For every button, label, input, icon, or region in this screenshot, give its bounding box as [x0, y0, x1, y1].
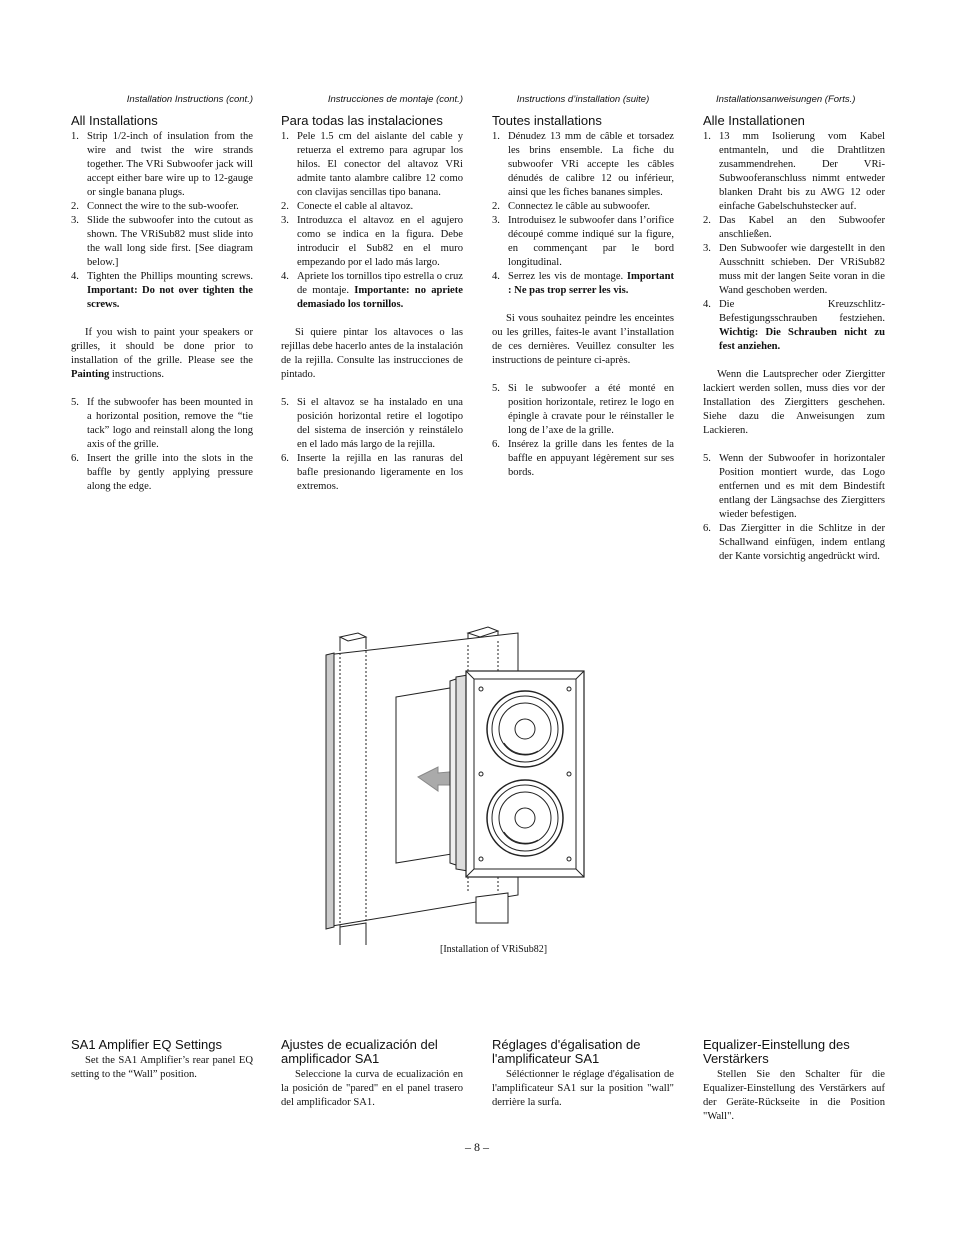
item-number: 5.: [71, 397, 79, 408]
instruction-list-2: [492, 382, 674, 480]
running-head: Installation Instructions (cont.): [126, 94, 253, 105]
instruction-list: [281, 130, 463, 312]
item-number: 1.: [703, 131, 711, 142]
page-number: – 8 –: [465, 1140, 489, 1154]
stud-bottom-left: [340, 923, 366, 945]
installation-diagram: [318, 625, 608, 945]
painting-note: Si quiere pintar los altavoces o las rejillas debe hacerlo antes de la instalación de la rejilla. Consulte las instrucciones de pintado.: [281, 327, 463, 380]
item-text: Connect the wire to the sub-woofer.: [87, 201, 239, 212]
painting-note: Wenn die Lautsprecher oder Ziergitter lackiert werden sollen, muss dies vor der Installation des Ziergitters geschehen. Siehe dazu die Anweisungen zum Lackieren.: [703, 369, 885, 436]
list-item: [281, 270, 463, 312]
stud-top-left: [340, 633, 366, 641]
item-number: 5.: [703, 453, 711, 464]
item-text: Pele 1.5 cm del aislante del cable y retuerza el extremo para agrupar los hilos. El conector del altavoz VRi admite tanto alambre calibre 12 como con clavijas sencillas tipo banana.: [297, 131, 463, 198]
eq-text: Séléctionner le réglage d'égalisation de l'amplificateur SA1 sur la position "wall" derrière la surfa.: [492, 1069, 674, 1108]
stud-bottom-right: [476, 893, 508, 923]
running-head: Instructions d’installation (suite): [516, 94, 650, 105]
item-warning: Important : Ne pas trop serrer les vis.: [508, 271, 674, 296]
list-item: [703, 298, 885, 354]
screw-icon: [479, 857, 483, 861]
instruction-list: [703, 130, 885, 354]
list-item: [492, 270, 674, 298]
item-text: Connectez le câble au subwoofer.: [508, 201, 651, 212]
item-text: Si le subwoofer a été monté en position horizontale, retirez le logo en épingle à cravate pour le réinstaller le long de l’axe de la grille.: [508, 383, 674, 436]
list-item: [71, 270, 253, 312]
item-number: 6.: [492, 439, 500, 450]
item-number: 6.: [703, 523, 711, 534]
section-heading: Alle Installationen: [703, 113, 805, 128]
painting-note: [71, 326, 253, 382]
woofer-top: [487, 691, 563, 767]
item-number: 6.: [281, 453, 289, 464]
eq-text: Stellen Sie den Schalter für die Equalizer-Einstellung des Verstärkers auf der Geräte-Rückseite in die Position "Wall".: [703, 1069, 885, 1122]
list-item: [71, 200, 253, 214]
list-item: [492, 382, 674, 438]
column-spanish: [281, 93, 463, 494]
item-text: Dénudez 13 mm de câble et torsadez les brins ensemble. La fiche du subwoofer VRi accepte les câbles dénudés de calibre 12 ou inférieur, ainsi que les fiches bananes simples.: [508, 131, 674, 198]
item-text: Conecte el cable al altavoz.: [297, 201, 414, 212]
item-text: Das Kabel an den Subwoofer anschließen.: [719, 215, 885, 240]
item-text: Strip 1/2-inch of insulation from the wire and twist the wire strands together. The VRi Subwoofer jack will accept either bare wire up to 12-gauge or single banana plugs.: [87, 131, 253, 198]
section-heading: Para todas las instalaciones: [281, 113, 443, 128]
item-number: 2.: [71, 201, 79, 212]
wall-edge: [326, 653, 334, 929]
item-number: 3.: [281, 215, 289, 226]
item-number: 1.: [71, 131, 79, 142]
section-heading: Toutes installations: [492, 113, 602, 128]
item-warning: Important: Do not over tighten the screws.: [87, 285, 253, 310]
item-text: Die Kreuzschlitz-Befestigungsschrauben festziehen.: [719, 299, 885, 324]
item-text: Den Subwoofer wie dargestellt in den Ausschnitt schieben. Der VRiSub82 muss mit der langen Seite voran in die Wand geschoben werden.: [719, 243, 885, 296]
eq-text: Seleccione la curva de ecualización en la posición de "pared" en el panel trasero del amplificador SA1.: [281, 1069, 463, 1108]
item-text: Si el altavoz se ha instalado en una posición horizontal retire el logotipo del sistema de inserción y reinstálelo en el lado más largo de la rejilla.: [297, 397, 463, 450]
item-warning: Importante: no apriete demasiado los tornillos.: [297, 285, 463, 310]
screw-icon: [567, 857, 571, 861]
list-item: [71, 452, 253, 494]
screw-icon: [567, 772, 571, 776]
item-number: 2.: [281, 201, 289, 212]
item-text: Apriete los tornillos tipo estrella o cruz de montaje.: [297, 271, 463, 296]
item-number: 4.: [71, 271, 79, 282]
item-number: 3.: [703, 243, 711, 254]
item-number: 1.: [492, 131, 500, 142]
screw-icon: [479, 687, 483, 691]
item-number: 3.: [492, 215, 500, 226]
item-number: 4.: [492, 271, 500, 282]
subwoofer-flange: [450, 679, 456, 865]
list-item: [281, 452, 463, 494]
list-item: [492, 200, 674, 214]
item-text: If the subwoofer has been mounted in a horizontal position, remove the “tie tack” logo and reinstall along the long axis of the grille.: [87, 397, 253, 450]
item-text: Das Ziergitter in die Schlitze in der Schallwand einfügen, indem entlang der Kante vorsichtig angedrückt wird.: [719, 523, 885, 562]
note-bold: Painting: [71, 369, 110, 380]
list-item: [492, 438, 674, 480]
instruction-list-2: [281, 396, 463, 494]
item-text: Inserte la rejilla en las ranuras del bafle presionando ligeramente en los extremos.: [297, 453, 463, 492]
list-item: [71, 130, 253, 200]
note-text: If you wish to paint your speakers or grilles, it should be done prior to installation of the grille. Please see the: [71, 327, 253, 366]
eq-section-english: [71, 1038, 253, 1082]
item-number: 3.: [71, 215, 79, 226]
eq-heading: Ajustes de ecualización del amplificador SA1: [281, 1037, 438, 1066]
list-item: [281, 396, 463, 452]
item-number: 5.: [492, 383, 500, 394]
list-item: [492, 214, 674, 270]
item-number: 5.: [281, 397, 289, 408]
item-warning: Wichtig: Die Schrauben nicht zu fest anziehen.: [719, 327, 885, 352]
eq-section-spanish: [281, 1038, 463, 1110]
list-item: [492, 130, 674, 200]
item-text: Slide the subwoofer into the cutout as shown. The VRiSub82 must slide into the wall long side first. [See diagram below.]: [87, 215, 253, 268]
item-number: 2.: [492, 201, 500, 212]
list-item: [281, 130, 463, 200]
screw-icon: [479, 772, 483, 776]
instruction-list: [492, 130, 674, 298]
list-item: [703, 130, 885, 214]
figure-caption: [Installation of VRiSub82]: [440, 944, 548, 955]
eq-section-german: [703, 1038, 885, 1124]
instruction-list-2: [71, 396, 253, 494]
eq-heading: SA1 Amplifier EQ Settings: [71, 1037, 223, 1052]
woofer-bottom: [487, 780, 563, 856]
item-text: 13 mm Isolierung vom Kabel entmanteln, und die Drahtlitzen zusammendrehen. Der VRi-Subwooferanschluss nimmt entweder blanken Draht bis zu AWG 12 oder einfache Gabelschuhstecker auf.: [719, 131, 885, 212]
list-item: [703, 214, 885, 242]
list-item: [703, 452, 885, 522]
item-number: 2.: [703, 215, 711, 226]
eq-text: Set the SA1 Amplifier’s rear panel EQ setting to the “Wall” position.: [71, 1055, 253, 1080]
eq-section-french: [492, 1038, 674, 1110]
item-text: Insert the grille into the slots in the baffle by gently applying pressure along the edge.: [87, 453, 253, 492]
painting-note: Si vous souhaitez peindre les enceintes ou les grilles, faites-le avant l’installation de ces dernières. Veuillez consulter les instructions de peinture ci-après.: [492, 313, 674, 366]
column-german: [703, 93, 885, 564]
item-text: Insérez la grille dans les fentes de la baffle en appuyant légèrement sur ses bords.: [508, 439, 674, 478]
item-text: Introduzca el altavoz en el agujero como se indica en la figura. Debe introducir el Sub82 en el muro empezando por el lado más largo.: [297, 215, 463, 268]
list-item: [281, 200, 463, 214]
running-head: Installationsanweisungen (Forts.): [716, 94, 856, 105]
list-item: [71, 214, 253, 270]
note-text-end: instructions.: [111, 369, 165, 380]
column-french: [492, 93, 674, 480]
list-item: [703, 242, 885, 298]
item-number: 1.: [281, 131, 289, 142]
item-text: Introduisez le subwoofer dans l’orifice découpé comme indiqué sur la figure, en commençant par le bord longitudinal.: [508, 215, 674, 268]
list-item: [703, 522, 885, 564]
item-number: 6.: [71, 453, 79, 464]
list-item: [281, 214, 463, 270]
instruction-list: [71, 130, 253, 312]
column-english: [71, 93, 253, 494]
instruction-list-2: [703, 452, 885, 564]
eq-heading: Equalizer-Einstellung des Verstärkers: [703, 1037, 850, 1066]
item-text: Serrez les vis de montage.: [508, 271, 624, 282]
item-number: 4.: [281, 271, 289, 282]
item-text: Wenn der Subwoofer in horizontaler Position montiert wurde, das Logo entfernen und es mit dem Bindestift entlang der Längsachse des Ziergitters wieder befestigen.: [719, 453, 885, 520]
section-heading: All Installations: [71, 113, 158, 128]
eq-heading: Réglages d'égalisation de l'amplificateur SA1: [492, 1037, 641, 1066]
screw-icon: [567, 687, 571, 691]
list-item: [71, 396, 253, 452]
item-number: 4.: [703, 299, 711, 310]
item-text: Tighten the Phillips mounting screws.: [87, 271, 253, 282]
running-head: Instrucciones de montaje (cont.): [327, 94, 463, 105]
